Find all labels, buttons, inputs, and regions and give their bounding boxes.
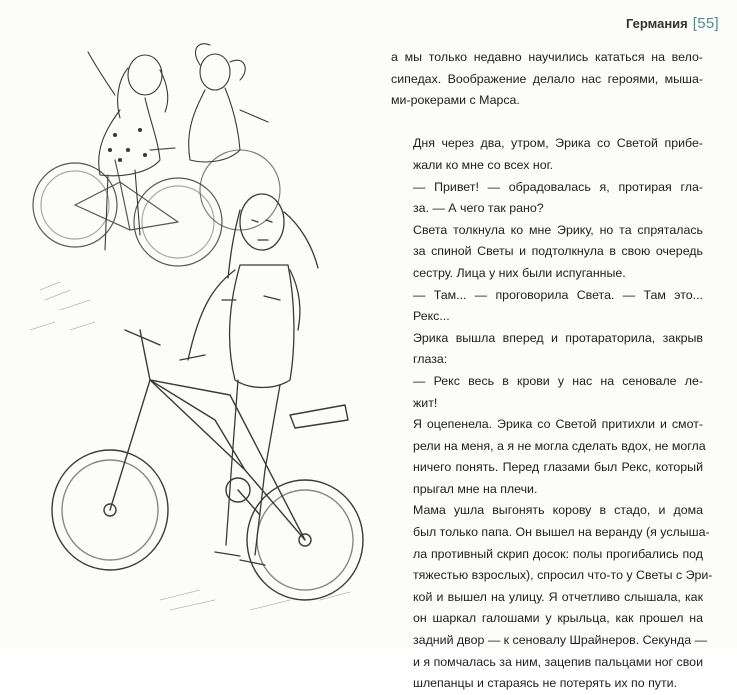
text-line: — Там... — проговорила Света. — Там это... [413,287,703,302]
text-line: рели на меня, а я не могла сделать вдох, не могла [413,438,706,453]
text-line: Мама ушла выгонять корову в стадо, и дома [413,503,703,518]
body-text [391,47,713,695]
text-line: он шаркал галошами у крыльца, как прошел на [413,611,703,626]
text-line: — Рекс весь в крови у нас на сеновале ле- [413,373,703,388]
text-line: Света толкнула ко мне Эрику, но та спряталась [413,222,703,237]
text-line: — Привет! — обрадовалась я, протирая гла- [413,179,703,194]
text-line: сестру. Лица у них были испуганные. [413,265,626,280]
text-line: шлепанцы и стараясь не потерять их по пути. [413,676,678,691]
paragraph [391,414,706,500]
paragraph-gap [391,112,703,134]
text-line: Рекс... [413,309,450,324]
text-line: жит! [413,395,438,410]
paragraph [391,371,703,414]
text-line: Дня через два, утром, Эрика со Светой прибе- [413,136,703,151]
running-head: Германия [625,15,688,31]
paragraph [391,177,703,220]
paragraph [391,285,703,328]
text-line: за спиной Светы и подтолкнула в свою очередь [413,244,703,259]
text-line: за. — А чего так рано? [413,201,544,216]
girl-right-sketch [189,44,280,230]
text-line: ла противный скрип досок: полы прогибались под [413,546,703,561]
text-line: кой и вышел на улицу. Я отчетливо слышала, как [413,589,703,604]
text-line: жали ко мне со всех ног. [413,157,554,172]
text-line: сипедах. Воображение делало нас героями, мыша- [391,71,703,86]
text-line: глаза: [413,352,448,367]
text-line: ничего понять. Перед глазами был Рекс, который [413,460,703,475]
paragraph [391,47,703,112]
paragraph [391,220,703,285]
text-line: был только папа. Он вышел на веранду (я услыша- [413,525,710,540]
paragraph [391,133,703,176]
girl-main-sketch [188,194,318,565]
text-line: задний двор — к сеновалу Шрайнеров. Секунда — [413,633,707,648]
bicycles-girls-illustration-icon [0,0,380,648]
text-line: прыгал мне на плечи. [413,481,538,496]
text-line: Я оцепенела. Эрика со Светой притихли и смот- [413,417,703,432]
main-bicycle [52,330,363,600]
paragraph [391,328,703,371]
page-header [626,11,719,35]
text-line: Эрика вышла вперед и протараторила, закрыв [413,330,703,345]
page-number: [55] [692,14,719,32]
text-line: а мы только недавно научились кататься на вело- [391,50,703,64]
paragraph [391,500,713,694]
background-bicycle-left [33,148,222,266]
text-line: и я помчалась за ним, зацепив пальцами ног свои [413,654,703,669]
text-line: ми-рокерами с Марса. [391,93,520,108]
text-line: тяжестью взрослых), спросил что-то у Светы с Эри- [413,568,713,583]
